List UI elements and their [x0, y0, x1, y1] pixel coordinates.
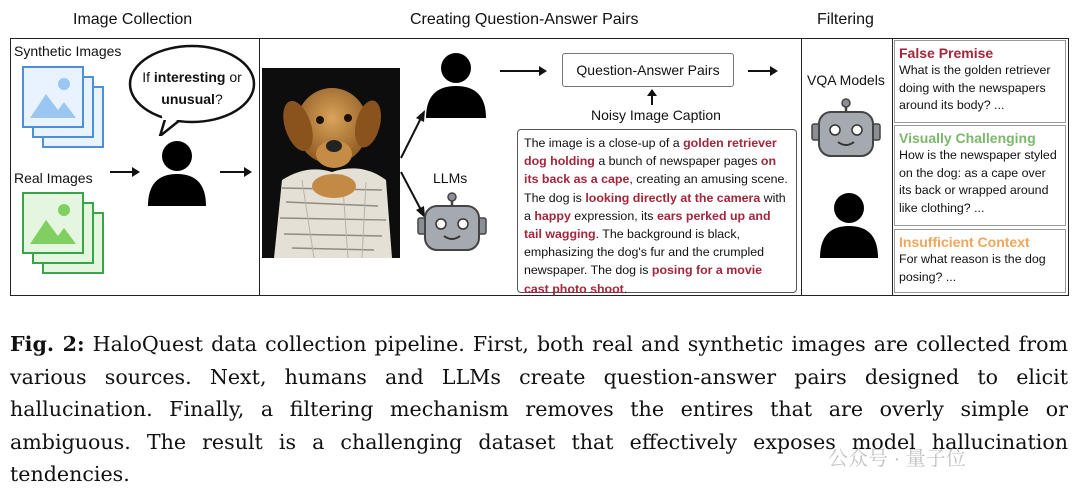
noisy-caption-title: Noisy Image Caption [591, 107, 721, 123]
real-images-label: Real Images [14, 170, 93, 186]
dog-photo [262, 68, 400, 258]
llms-label: LLMs [433, 170, 468, 186]
false-premise-title: False Premise [899, 45, 994, 61]
filtering-header: Filtering [817, 11, 874, 28]
person-icon [818, 192, 880, 258]
watermark: 公众号 · 量子位 [828, 448, 966, 470]
divider [801, 38, 802, 296]
arrow [748, 70, 776, 72]
false-premise-text: What is the golden retriever doing with the newspapers around its body? ... [899, 63, 1051, 112]
synthetic-images-label: Synthetic Images [14, 43, 122, 59]
figure-label: Fig. 2: [10, 332, 85, 356]
real-image-stack [14, 190, 110, 276]
person-icon [146, 140, 208, 206]
image-icon [24, 194, 82, 252]
noisy-caption-box: The image is a close-up of a golden retriever dog holding a bunch of newspaper pages on its back as a cape, creating an amusing scene. The dog is looking directly at the camera with a happy expression, its ears perked up and tail wagging. The background is black, emphasizing the dog's fur and the crumpled newspaper. The dog is posing for a movie cast photo shoot. [517, 129, 797, 293]
qa-pairs-box: Question-Answer Pairs [562, 53, 734, 87]
image-collection-header: Image Collection [73, 11, 193, 28]
false-premise-box [894, 40, 1066, 123]
arrow [220, 171, 250, 173]
visually-challenging-title: Visually Challenging [899, 130, 1036, 146]
speech-bubble-text: If interesting or unusual? [142, 69, 242, 107]
robot-icon [808, 98, 884, 160]
figure-caption-text: HaloQuest data collection pipeline. First, both real and synthetic images are collected from various sources. Next, humans and LLMs create question-answer pairs designed to elicit hallucination. Finally, a filtering mechanism removes the entires that are overly simple or ambiguous. The result is a challenging dataset that effectively exposes model hallucination tendencies. [10, 332, 1068, 486]
person-icon [424, 52, 488, 118]
visually-challenging-box [894, 125, 1066, 226]
arrow [500, 70, 545, 72]
synthetic-image-stack [14, 64, 110, 150]
robot-icon [414, 192, 490, 254]
creating-qa-header: Creating Question-Answer Pairs [410, 11, 639, 28]
divider [259, 38, 260, 296]
vqa-models-label: VQA Models [807, 72, 885, 88]
visually-challenging-text: How is the newspaper styled on the dog: as a cape over its back or wrapped around like clothing? ... [899, 148, 1057, 215]
divider [892, 38, 893, 296]
insufficient-context-title: Insufficient Context [899, 234, 1030, 250]
image-icon [24, 68, 82, 126]
insufficient-context-box [894, 229, 1066, 293]
insufficient-context-text: For what reason is the dog posing? ... [899, 252, 1046, 284]
up-arrow-icon [646, 89, 658, 105]
arrow [110, 171, 138, 173]
